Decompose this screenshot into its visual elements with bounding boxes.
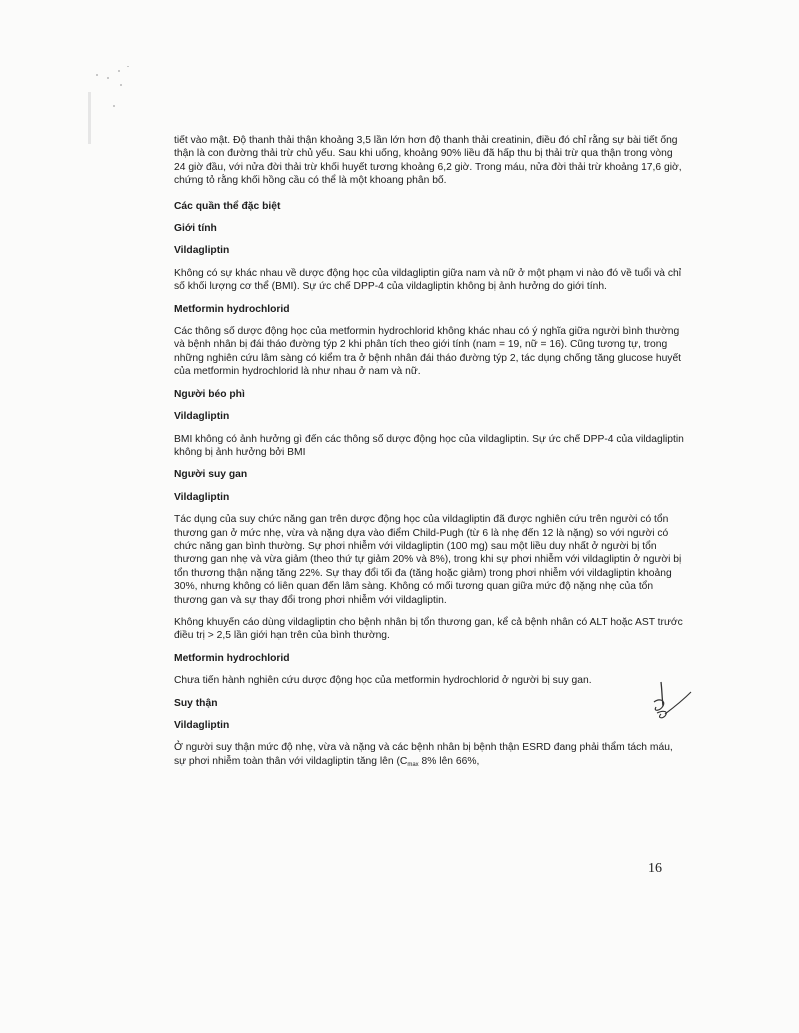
scan-speck xyxy=(127,66,129,67)
paragraph-obese-vildagliptin: BMI không có ảnh hưởng gì đến các thông số dược động học của vildagliptin. Sự ức chế DPP-4 của vildagliptin không bị ảnh hưởng bởi BMI xyxy=(174,433,684,458)
heading-vildagliptin-kidney: Vildagliptin xyxy=(174,720,230,731)
handwritten-initials-icon xyxy=(643,680,693,726)
paragraph-gender-vildagliptin: Không có sự khác nhau về dược động học của vildagliptin giữa nam và nữ ở một phạm vi nào đó về tuổi và chỉ số khối lượng cơ thể (BMI). Sự ức chế DPP-4 của vildagliptin không bị ảnh hưởng do giới tính. xyxy=(174,267,682,293)
paragraph-gender-metformin: Các thông số dược động học của metformin hydrochlorid không khác nhau có ý nghĩa giữa người bình thường và bệnh nhân bị đái tháo đường týp 2 khi phân tích theo giới tính (nam = 19, nữ = 16). Cũng tương tự, trong những nghiên cứu lâm sàng có kiểm tra ở bệnh nhân đái tháo đường týp 2, tác dụng chống tăng glucose huyết của metformin hydrochlorid là như nhau ở nam và nữ. xyxy=(174,326,682,378)
scan-edge-shadow xyxy=(88,92,91,144)
scan-speck xyxy=(107,77,109,79)
heading-obese: Người béo phì xyxy=(174,388,245,400)
paragraph-liver-recommendation: Không khuyến cáo dùng vildagliptin cho bệnh nhân bị tổn thương gan, kể cả bệnh nhân có ALT hoặc AST trước điều trị > 2,5 lần giới hạn trên của bình thường. xyxy=(174,616,683,642)
page-number: 16 xyxy=(648,861,662,876)
paragraph-liver-metformin: Chưa tiến hành nghiên cứu dược động học của metformin hydrochlorid ở người bị suy gan. xyxy=(174,675,592,687)
paragraph-liver-vildagliptin: Tác dụng của suy chức năng gan trên dược động học của vildagliptin đã được nghiên cứu trên người có tổn thương gan ở mức nhẹ, vừa và nặng dựa vào điểm Child-Pugh (từ 6 là nhẹ đến 12 là nặng) so với người có chức năng gan bình thường. Sự phơi nhiễm với vildagliptin (100 mg) sau một liều duy nhất ở người bị tổn thương gan nhẹ và vừa giảm (theo thứ tự giảm 20% và 8%), trong khi sự phơi nhiễm với vildagliptin ở người bị tổn thương thận nặng tăng 22%. Sự thay đổi tối đa (tăng hoặc giảm) trong phơi nhiễm với vildagliptin khoảng 30%, nhưng không có liên quan đến lâm sàng. Không có mối tương quan giữa mức độ nặng nhẹ của tổn thương gan và sự thay đổi trong phơi nhiễm với vildagliptin. xyxy=(174,514,682,606)
heading-vildagliptin-liver: Vildagliptin xyxy=(174,491,230,503)
paragraph-kidney-vildagliptin xyxy=(174,741,686,772)
paragraph-elimination: tiết vào mật. Độ thanh thải thận khoảng 3,5 lần lớn hơn độ thanh thải creatinin, điều đó chỉ rằng sự bài tiết ống thận là con đường thải trừ chủ yếu. Sau khi uống, khoảng 90% liều đã hấp thu bị thải trừ qua thận trong vòng 24 giờ đầu, với nửa đời thải trừ khối huyết tương khoảng 6,2 giờ. Trong máu, nửa đời thải trừ khoảng 17,6 giờ, chứng tỏ rằng khối hồng cầu có thể là một khoang phân bố. xyxy=(174,135,682,187)
scan-speck xyxy=(96,74,98,76)
heading-vildagliptin-obese: Vildagliptin xyxy=(174,411,230,423)
document-body xyxy=(174,134,686,781)
kidney-text-end: 8% lên 66%, xyxy=(418,755,480,767)
scan-speck xyxy=(113,105,115,107)
cmax-subscript: max xyxy=(407,761,419,768)
kidney-text-start: Ở người suy thận mức độ nhẹ, vừa và nặng và các bệnh nhân bị bệnh thận ESRD đang phải thẩm tách máu, sự phơi nhiễm toàn thân với vildagliptin tăng lên (C xyxy=(174,742,673,767)
heading-metformin-gender: Metformin hydrochlorid xyxy=(174,303,290,315)
scan-speck xyxy=(120,84,122,86)
heading-liver: Người suy gan xyxy=(174,469,248,481)
heading-vildagliptin-gender: Vildagliptin xyxy=(174,245,230,257)
heading-kidney: Suy thận xyxy=(174,697,218,709)
heading-metformin-liver: Metformin hydrochlorid xyxy=(174,652,290,664)
heading-gender: Giới tính xyxy=(174,223,217,235)
scan-speck xyxy=(118,70,120,72)
heading-special-populations: Các quần thể đặc biệt xyxy=(174,200,281,212)
